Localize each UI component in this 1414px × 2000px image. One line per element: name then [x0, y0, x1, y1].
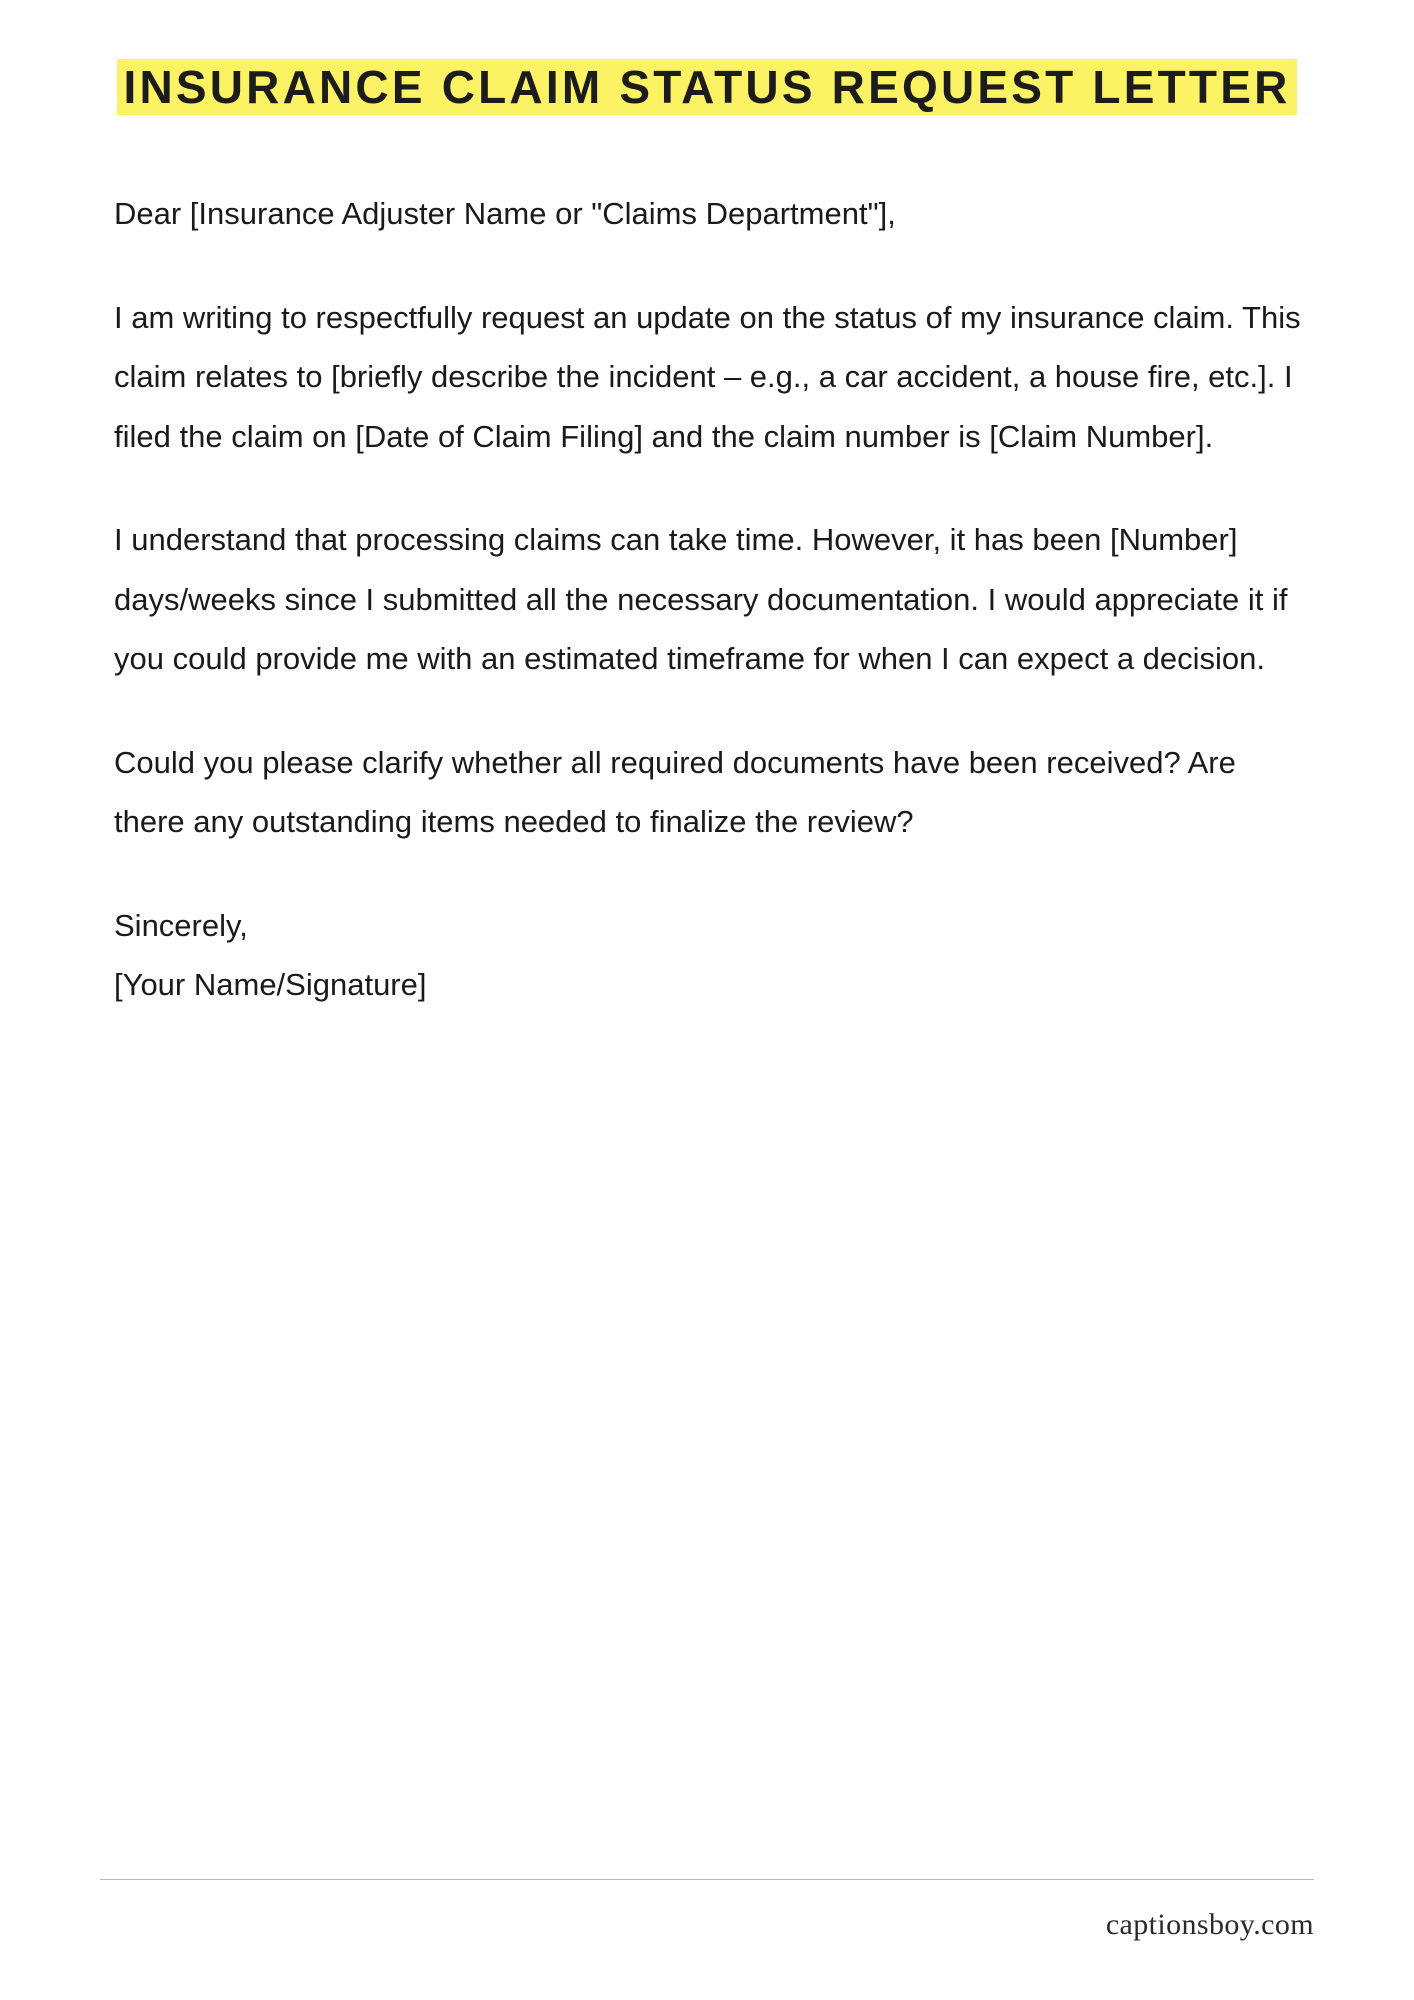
signature-block	[114, 896, 1304, 1015]
page-footer	[100, 1879, 1314, 1942]
salutation: Dear [Insurance Adjuster Name or "Claims Department"],	[114, 196, 896, 232]
page-title-highlight: INSURANCE CLAIM STATUS REQUEST LETTER	[117, 59, 1296, 115]
page-title	[100, 56, 1314, 118]
letter-body	[100, 184, 1314, 1015]
paragraph-2: I understand that processing claims can take time. However, it has been [Number] days/weeks since I submitted all the necessary documentation. I would appreciate it if you could provide me with an estimated timeframe for when I can expect a decision.	[114, 522, 1288, 677]
footer-site-name: captionsboy.com	[1105, 1908, 1314, 1941]
closing-line: Sincerely,	[114, 907, 248, 943]
paragraph-3: Could you please clarify whether all required documents have been received? Are there any outstanding items needed to finalize the review?	[114, 744, 1236, 840]
footer-divider	[100, 1879, 1314, 1880]
paragraph-1: I am writing to respectfully request an update on the status of my insurance claim. This claim relates to [briefly describe the incident – e.g., a car accident, a house fire, etc.]. I filed the claim on [Date of Claim Filing] and the claim number is [Claim Number].	[114, 299, 1301, 454]
signature-line: [Your Name/Signature]	[114, 967, 427, 1003]
